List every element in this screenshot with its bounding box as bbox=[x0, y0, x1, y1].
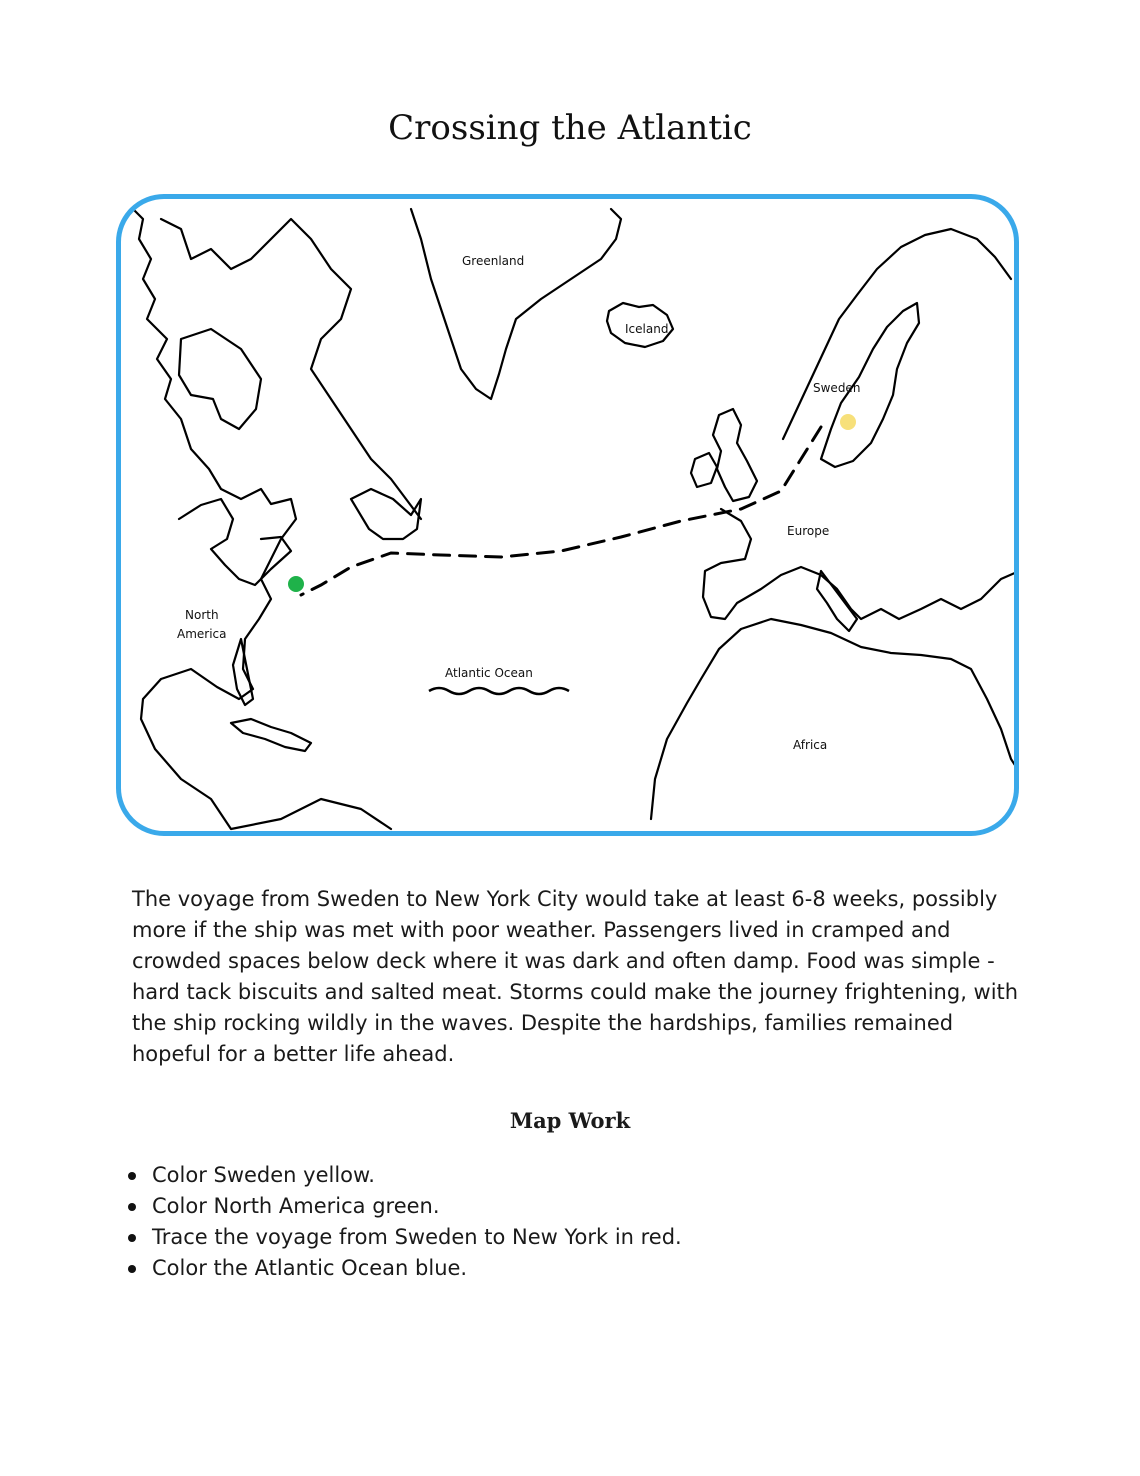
greenland-outline bbox=[411, 209, 621, 399]
europe-outline bbox=[703, 509, 1019, 619]
list-item bbox=[152, 1160, 682, 1191]
north-america-outline bbox=[133, 209, 391, 829]
task-text: Color North America green. bbox=[152, 1194, 440, 1218]
bullet-icon bbox=[128, 1203, 136, 1211]
label-north-america-line1: North bbox=[185, 608, 219, 622]
africa-outline bbox=[651, 619, 1019, 819]
page-title: Crossing the Atlantic bbox=[388, 108, 752, 148]
british-isles-outline bbox=[713, 409, 757, 501]
hudson-bay-outline bbox=[179, 329, 261, 429]
task-text: Color the Atlantic Ocean blue. bbox=[152, 1256, 468, 1280]
italy-outline bbox=[817, 571, 857, 631]
newfoundland-outline bbox=[351, 489, 421, 539]
label-europe: Europe bbox=[787, 524, 830, 538]
label-north-america-line2: America bbox=[177, 627, 227, 641]
bullet-icon bbox=[128, 1172, 136, 1180]
task-text: Color Sweden yellow. bbox=[152, 1163, 375, 1187]
list-item bbox=[152, 1253, 682, 1284]
scandinavia-outline bbox=[783, 229, 1011, 439]
label-greenland: Greenland bbox=[462, 254, 525, 268]
map-work-heading: Map Work bbox=[509, 1108, 631, 1133]
list-item bbox=[152, 1222, 682, 1253]
label-sweden: Sweden bbox=[813, 381, 861, 395]
list-item bbox=[152, 1191, 682, 1222]
task-text: Trace the voyage from Sweden to New York in red. bbox=[152, 1225, 682, 1249]
voyage-description: The voyage from Sweden to New York City would take at least 6-8 weeks, possibly more if the ship was met with poor weather. Passengers lived in cramped and crowded spaces below deck where it was dark and often damp. Food was simple - hard tack biscuits and salted meat. Storms could make the journey frightening, with the ship rocking wildly in the waves. Despite the hardships, families remained hopeful for a better life ahead. bbox=[132, 887, 1019, 1066]
new-york-marker bbox=[288, 576, 304, 592]
caribbean-islands-outline bbox=[231, 719, 311, 751]
canadian-islands-outline bbox=[161, 219, 421, 519]
label-africa: Africa bbox=[793, 738, 828, 752]
ireland-outline bbox=[691, 453, 717, 487]
map-work-list bbox=[152, 1160, 682, 1284]
great-lakes-outline bbox=[179, 499, 291, 585]
sweden-marker bbox=[840, 414, 856, 430]
ocean-wave-line bbox=[429, 688, 569, 694]
bullet-icon bbox=[128, 1265, 136, 1273]
map-frame bbox=[116, 194, 1019, 836]
label-atlantic-ocean: Atlantic Ocean bbox=[445, 666, 533, 680]
atlantic-map bbox=[121, 199, 1019, 836]
label-iceland: Iceland bbox=[625, 322, 669, 336]
bullet-icon bbox=[128, 1234, 136, 1242]
